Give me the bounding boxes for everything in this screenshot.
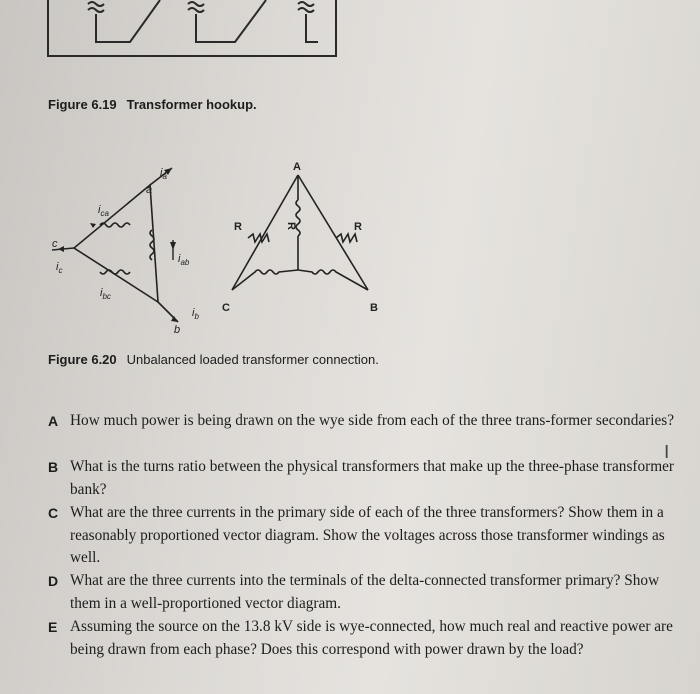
figure-number: Figure 6.20 xyxy=(48,352,117,367)
question-d xyxy=(48,570,676,615)
question-text: What is the turns ratio between the physical transformers that make up the three-phase transformer bank? xyxy=(70,458,675,498)
label-ib: $i_b$ xyxy=(192,307,199,321)
question-text: What are the three currents in the primary side of each of the three transformers? Show them in a reasonably proportioned vector diagram. Show the voltages across those transformer windings as well. xyxy=(70,504,665,566)
figure-number: Figure 6.19 xyxy=(48,97,117,112)
label-ic: $i_c$ xyxy=(56,261,63,275)
question-e xyxy=(48,616,676,661)
question-a xyxy=(48,410,676,433)
label-node-A: A xyxy=(293,161,301,173)
question-c xyxy=(48,502,676,570)
text-cursor-icon: I xyxy=(664,442,670,463)
label-node-b: b xyxy=(174,324,181,336)
label-r-left: R xyxy=(234,221,242,233)
figure-6-20-diagram xyxy=(0,0,700,340)
label-r-bottom: R xyxy=(285,222,297,230)
question-text: What are the three currents into the terminals of the delta-connected transformer primary? Show them in a well-proportioned vector diagram. xyxy=(70,572,660,612)
label-ia: $i_a$ xyxy=(160,167,167,181)
question-letter: E xyxy=(48,619,58,635)
figure-caption-text: Transformer hookup. xyxy=(126,97,257,112)
figure-caption-text: Unbalanced loaded transformer connection. xyxy=(126,352,379,367)
label-node-B: B xyxy=(370,302,378,314)
question-letter: B xyxy=(48,459,59,475)
label-node-C: C xyxy=(222,302,230,314)
label-iab: $i_{ab}$ xyxy=(178,253,190,267)
question-letter: A xyxy=(48,413,59,429)
label-ica: $i_{ca}$ xyxy=(98,204,109,218)
label-node-a: a xyxy=(146,184,153,196)
question-b xyxy=(48,456,676,501)
question-letter: D xyxy=(48,573,59,589)
question-letter: C xyxy=(48,505,59,521)
question-text: Assuming the source on the 13.8 kV side is wye-connected, how much real and reactive power are being drawn from each phase? Does this correspond with power drawn by the load? xyxy=(70,618,673,658)
label-r-right: R xyxy=(354,221,362,233)
figure-6-20-caption xyxy=(48,352,379,367)
label-node-c: c xyxy=(52,238,58,250)
question-text: How much power is being drawn on the wye side from each of the three trans-former secondaries? xyxy=(70,412,675,429)
label-ibc: $i_{bc}$ xyxy=(100,287,111,301)
